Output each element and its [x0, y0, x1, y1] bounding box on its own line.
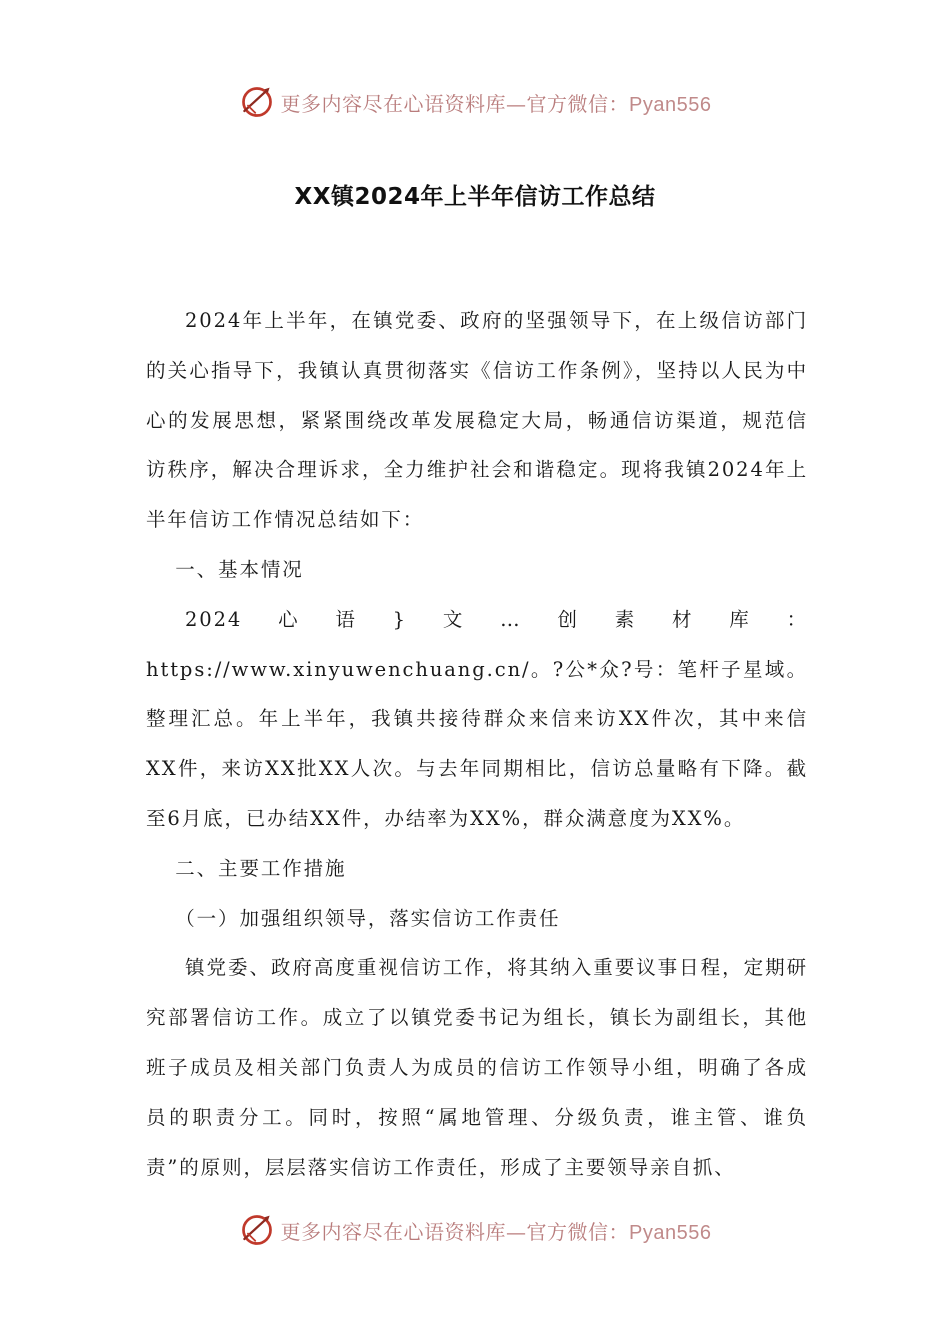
footer-banner-text: 更多内容尽在心语资料库—官方微信：Pyan556 [280, 1219, 712, 1244]
paragraph-intro: 2024年上半年，在镇党委、政府的坚强领导下，在上级信访部门的关心指导下，我镇认真贯彻落实《信访工作条例》，坚持以人民为中心的发展思想，紧紧围绕改革发展稳定大局，畅通信访渠道，规范信访秩序，解决合理诉求，全力维护社会和谐稳定。现将我镇2024年上半年信访工作情况总结如下： [146, 309, 808, 532]
pen-circle-logo-icon [239, 1212, 275, 1248]
header-banner-text: 更多内容尽在心语资料库—官方微信：Pyan556 [280, 91, 712, 116]
heading-main-measures: 二、主要工作措施 [175, 856, 347, 880]
heading-basic-situation: 一、基本情况 [175, 557, 304, 581]
subheading-organization: （一）加强组织领导，落实信访工作责任 [175, 906, 561, 930]
footer-banner [0, 1210, 950, 1250]
paragraph-basic-situation: 2024心语}文…创素材库：https://www.xinyuwenchuang.cn/。?公*众?号：笔杆子星域。整理汇总。年上半年，我镇共接待群众来信来访XX件次，其中来信XX件，来访XX批XX人次。与去年同期相比，信访总量略有下降。截至6月底，已办结XX件，办结率为XX%，群众满意度为XX%。 [146, 607, 808, 830]
pen-circle-logo-icon [239, 84, 275, 120]
footer-wechat-id: Pyan556 [629, 1221, 712, 1244]
header-wechat-id: Pyan556 [629, 93, 712, 116]
header-banner [0, 82, 950, 122]
document-body [146, 296, 808, 1192]
document-title: XX镇2024年上半年信访工作总结 [294, 184, 656, 210]
paragraph-organization: 镇党委、政府高度重视信访工作，将其纳入重要议事日程，定期研究部署信访工作。成立了以镇党委书记为组长，镇长为副组长，其他班子成员及相关部门负责人为成员的信访工作领导小组，明确了各成员的职责分工。同时，按照“属地管理、分级负责，谁主管、谁负责”的原则，层层落实信访工作责任，形成了主要领导亲自抓、 [146, 956, 808, 1179]
